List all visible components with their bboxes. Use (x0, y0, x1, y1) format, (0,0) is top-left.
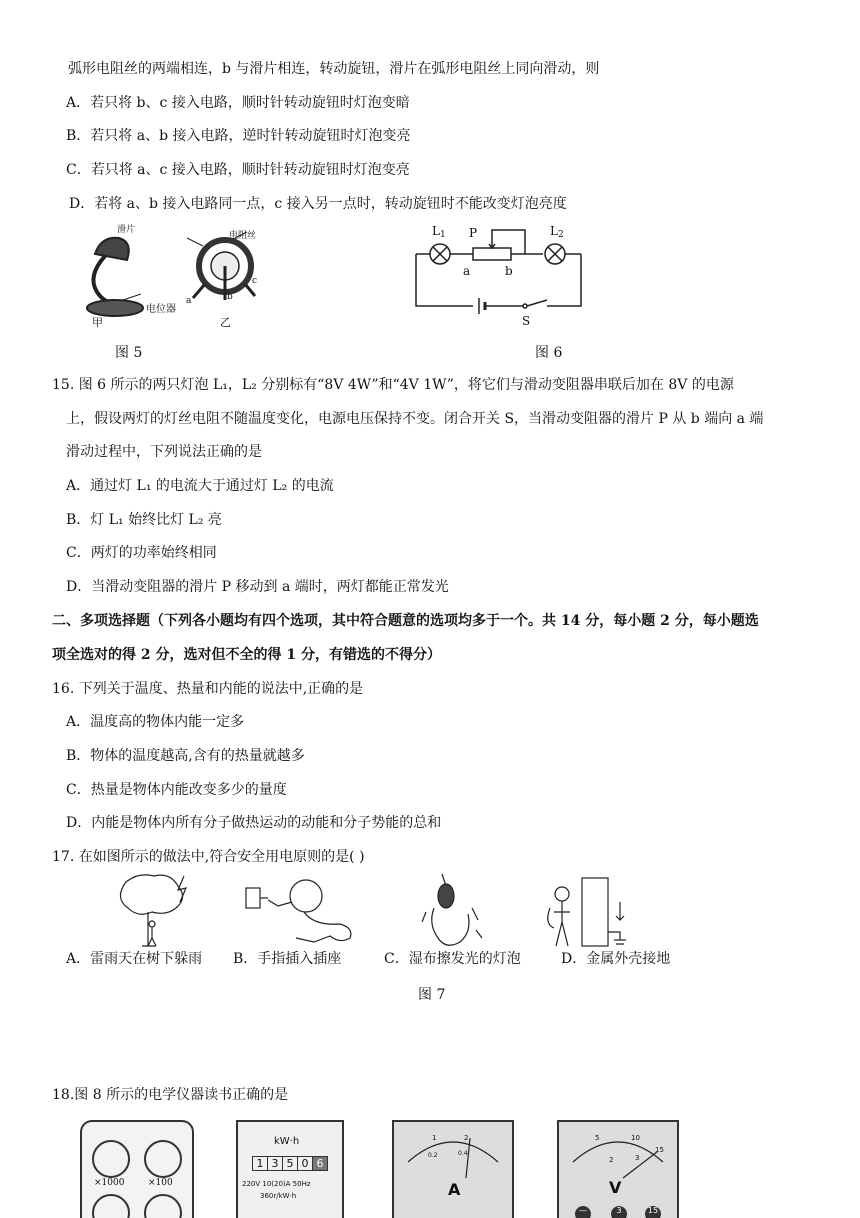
resistance-box-photo (80, 1120, 194, 1218)
fig5-label-wire: 电阻丝 (229, 231, 257, 241)
voltmeter-tick-label: 10 (631, 1134, 640, 1142)
q17-option-c: C．湿布擦发光的灯泡 (384, 951, 521, 967)
voltmeter-terminal-15: 15 (645, 1206, 661, 1218)
ammeter-tick-label: 0.2 (428, 1152, 438, 1159)
q16-option-a: A．温度高的物体内能一定多 (66, 714, 245, 730)
q14-stem-tail: 弧形电阻丝的两端相连，b 与滑片相连，转动旋钮，滑片在弧形电阻丝上同向滑动，则 (68, 61, 600, 77)
q16-option-c: C．热量是物体内能改变多少的量度 (66, 782, 287, 798)
q15-line2: 上，假设两灯的灯丝电阻不随温度变化，电源电压保持不变。闭合开关 S，当滑动变阻器的滑片 P 从 b 端向 a 端 (66, 411, 764, 427)
fig5-label-slider: 滑片 (117, 225, 136, 235)
q14-option-c: C．若只将 a、c 接入电路，顺时针转动旋钮时灯泡变亮 (66, 162, 410, 178)
q15-option-b: B．灯 L₁ 始终比灯 L₂ 亮 (66, 512, 222, 528)
meter-spec-label: 220V 10(20)A 50Hz (242, 1180, 311, 1188)
resistance-box-label-1000: ×1000 (94, 1178, 125, 1188)
fig5-label-potentiometer: 电位器 (146, 304, 176, 315)
q15-line1: 15. 图 6 所示的两只灯泡 L₁，L₂ 分别标有“8V 4W”和“4V 1W”，将它们与滑动变阻器串联后加在 8V 的电源 (52, 377, 734, 393)
resistance-dial-icon (144, 1140, 182, 1178)
q15-option-d: D．当滑动变阻器的滑片 P 移动到 a 端时，两灯都能正常发光 (66, 579, 449, 595)
ammeter-tick-label: 1 (432, 1134, 437, 1142)
section2-heading-line2: 项全选对的得 2 分，选对但不全的得 1 分，有错选的不得分） (52, 647, 441, 663)
meter-digit-display (252, 1156, 328, 1171)
meter-rate-label: 360r/kW·h (260, 1192, 297, 1200)
q15-option-c: C．两灯的功率始终相同 (66, 545, 217, 561)
resistance-dial-icon (144, 1194, 182, 1218)
fig6-label-b: b (505, 264, 513, 278)
resistance-dial-icon (92, 1140, 130, 1178)
resistance-dial-icon (92, 1194, 130, 1218)
q17-stem: 17. 在如图所示的做法中,符合安全用电原则的是( ) (52, 849, 365, 865)
q14-option-a: A．若只将 b、c 接入电路，顺时针转动旋钮时灯泡变暗 (66, 95, 410, 111)
meter-digit: 6 (313, 1157, 327, 1170)
q17-option-a: A．雷雨天在树下躲雨 (66, 951, 203, 967)
q17-option-b: B．手指插入插座 (233, 951, 342, 967)
meter-digit: 1 (253, 1157, 268, 1170)
fig5-label-yi: 乙 (220, 316, 231, 329)
voltmeter-tick-label: 2 (609, 1156, 614, 1164)
q14-option-b: B．若只将 a、b 接入电路，逆时针转动旋钮时灯泡变亮 (66, 128, 411, 144)
fig6-label-P: P (469, 226, 478, 240)
resistance-box-label-100: ×100 (148, 1178, 173, 1188)
energy-meter-photo (236, 1120, 344, 1218)
voltmeter-photo (557, 1120, 679, 1218)
voltmeter-terminal-3: 3 (611, 1206, 627, 1218)
q16-option-b: B．物体的温度越高,含有的热量就越多 (66, 748, 305, 764)
ammeter-scale-arc (394, 1122, 512, 1182)
section2-heading-line1: 二、多项选择题（下列各小题均有四个选项，其中符合题意的选项均多于一个。共 14 分，每小题 2 分，每小题选 (52, 613, 759, 629)
voltmeter-tick-label: 5 (595, 1134, 600, 1142)
fig6-label-L1: $L_1$ (432, 224, 446, 240)
ammeter-photo (392, 1120, 514, 1218)
wet-cloth-bulb-illustration (422, 874, 482, 945)
figure6-caption: 图 6 (535, 345, 563, 361)
fig6-label-S: S (522, 314, 531, 328)
fig6-label-L2: $L_2$ (550, 224, 564, 240)
voltmeter-symbol: V (609, 1178, 622, 1197)
ammeter-tick-label: 2 (464, 1134, 469, 1142)
voltmeter-tick-label: 3 (635, 1154, 640, 1162)
q14-option-d: D．若将 a、b 接入电路同一点，c 接入另一点时，转动旋钮时不能改变灯泡亮度 (69, 196, 567, 212)
meter-digit: 5 (283, 1157, 298, 1170)
q17-illustrations (108, 872, 648, 952)
q15-line3: 滑动过程中，下列说法正确的是 (66, 444, 262, 460)
q16-stem: 16. 下列关于温度、热量和内能的说法中,正确的是 (52, 681, 364, 697)
fig5-label-c: c (252, 276, 258, 286)
meter-unit-label: kW·h (274, 1136, 300, 1147)
q16-option-d: D．内能是物体内所有分子做热运动的动能和分子势能的总和 (66, 815, 442, 831)
q17-option-d: D．金属外壳接地 (561, 951, 671, 967)
figure5-caption: 图 5 (115, 345, 143, 361)
voltmeter-terminal-minus: — (575, 1206, 591, 1218)
q18-stem: 18.图 8 所示的电学仪器读书正确的是 (52, 1087, 289, 1103)
child-socket-illustration (246, 880, 351, 942)
grounded-appliance-illustration (548, 878, 626, 946)
fig6-label-a: a (463, 264, 471, 278)
tree-in-rain-illustration (120, 875, 186, 946)
ammeter-tick-label: 0.4 (458, 1150, 468, 1157)
ammeter-symbol: A (448, 1180, 461, 1199)
q15-option-a: A．通过灯 L₁ 的电流大于通过灯 L₂ 的电流 (66, 478, 334, 494)
desk-lamp-illustration (87, 238, 143, 316)
fig5-label-a: a (186, 296, 192, 306)
potentiometer-illustration (187, 232, 258, 300)
figure5-diagram (75, 226, 295, 326)
fig5-label-b: b (227, 292, 233, 302)
meter-digit: 0 (298, 1157, 313, 1170)
figure7-caption: 图 7 (418, 987, 446, 1003)
fig5-label-jia: 甲 (92, 316, 103, 329)
voltmeter-tick-label: 15 (655, 1146, 664, 1154)
meter-digit: 3 (268, 1157, 283, 1170)
